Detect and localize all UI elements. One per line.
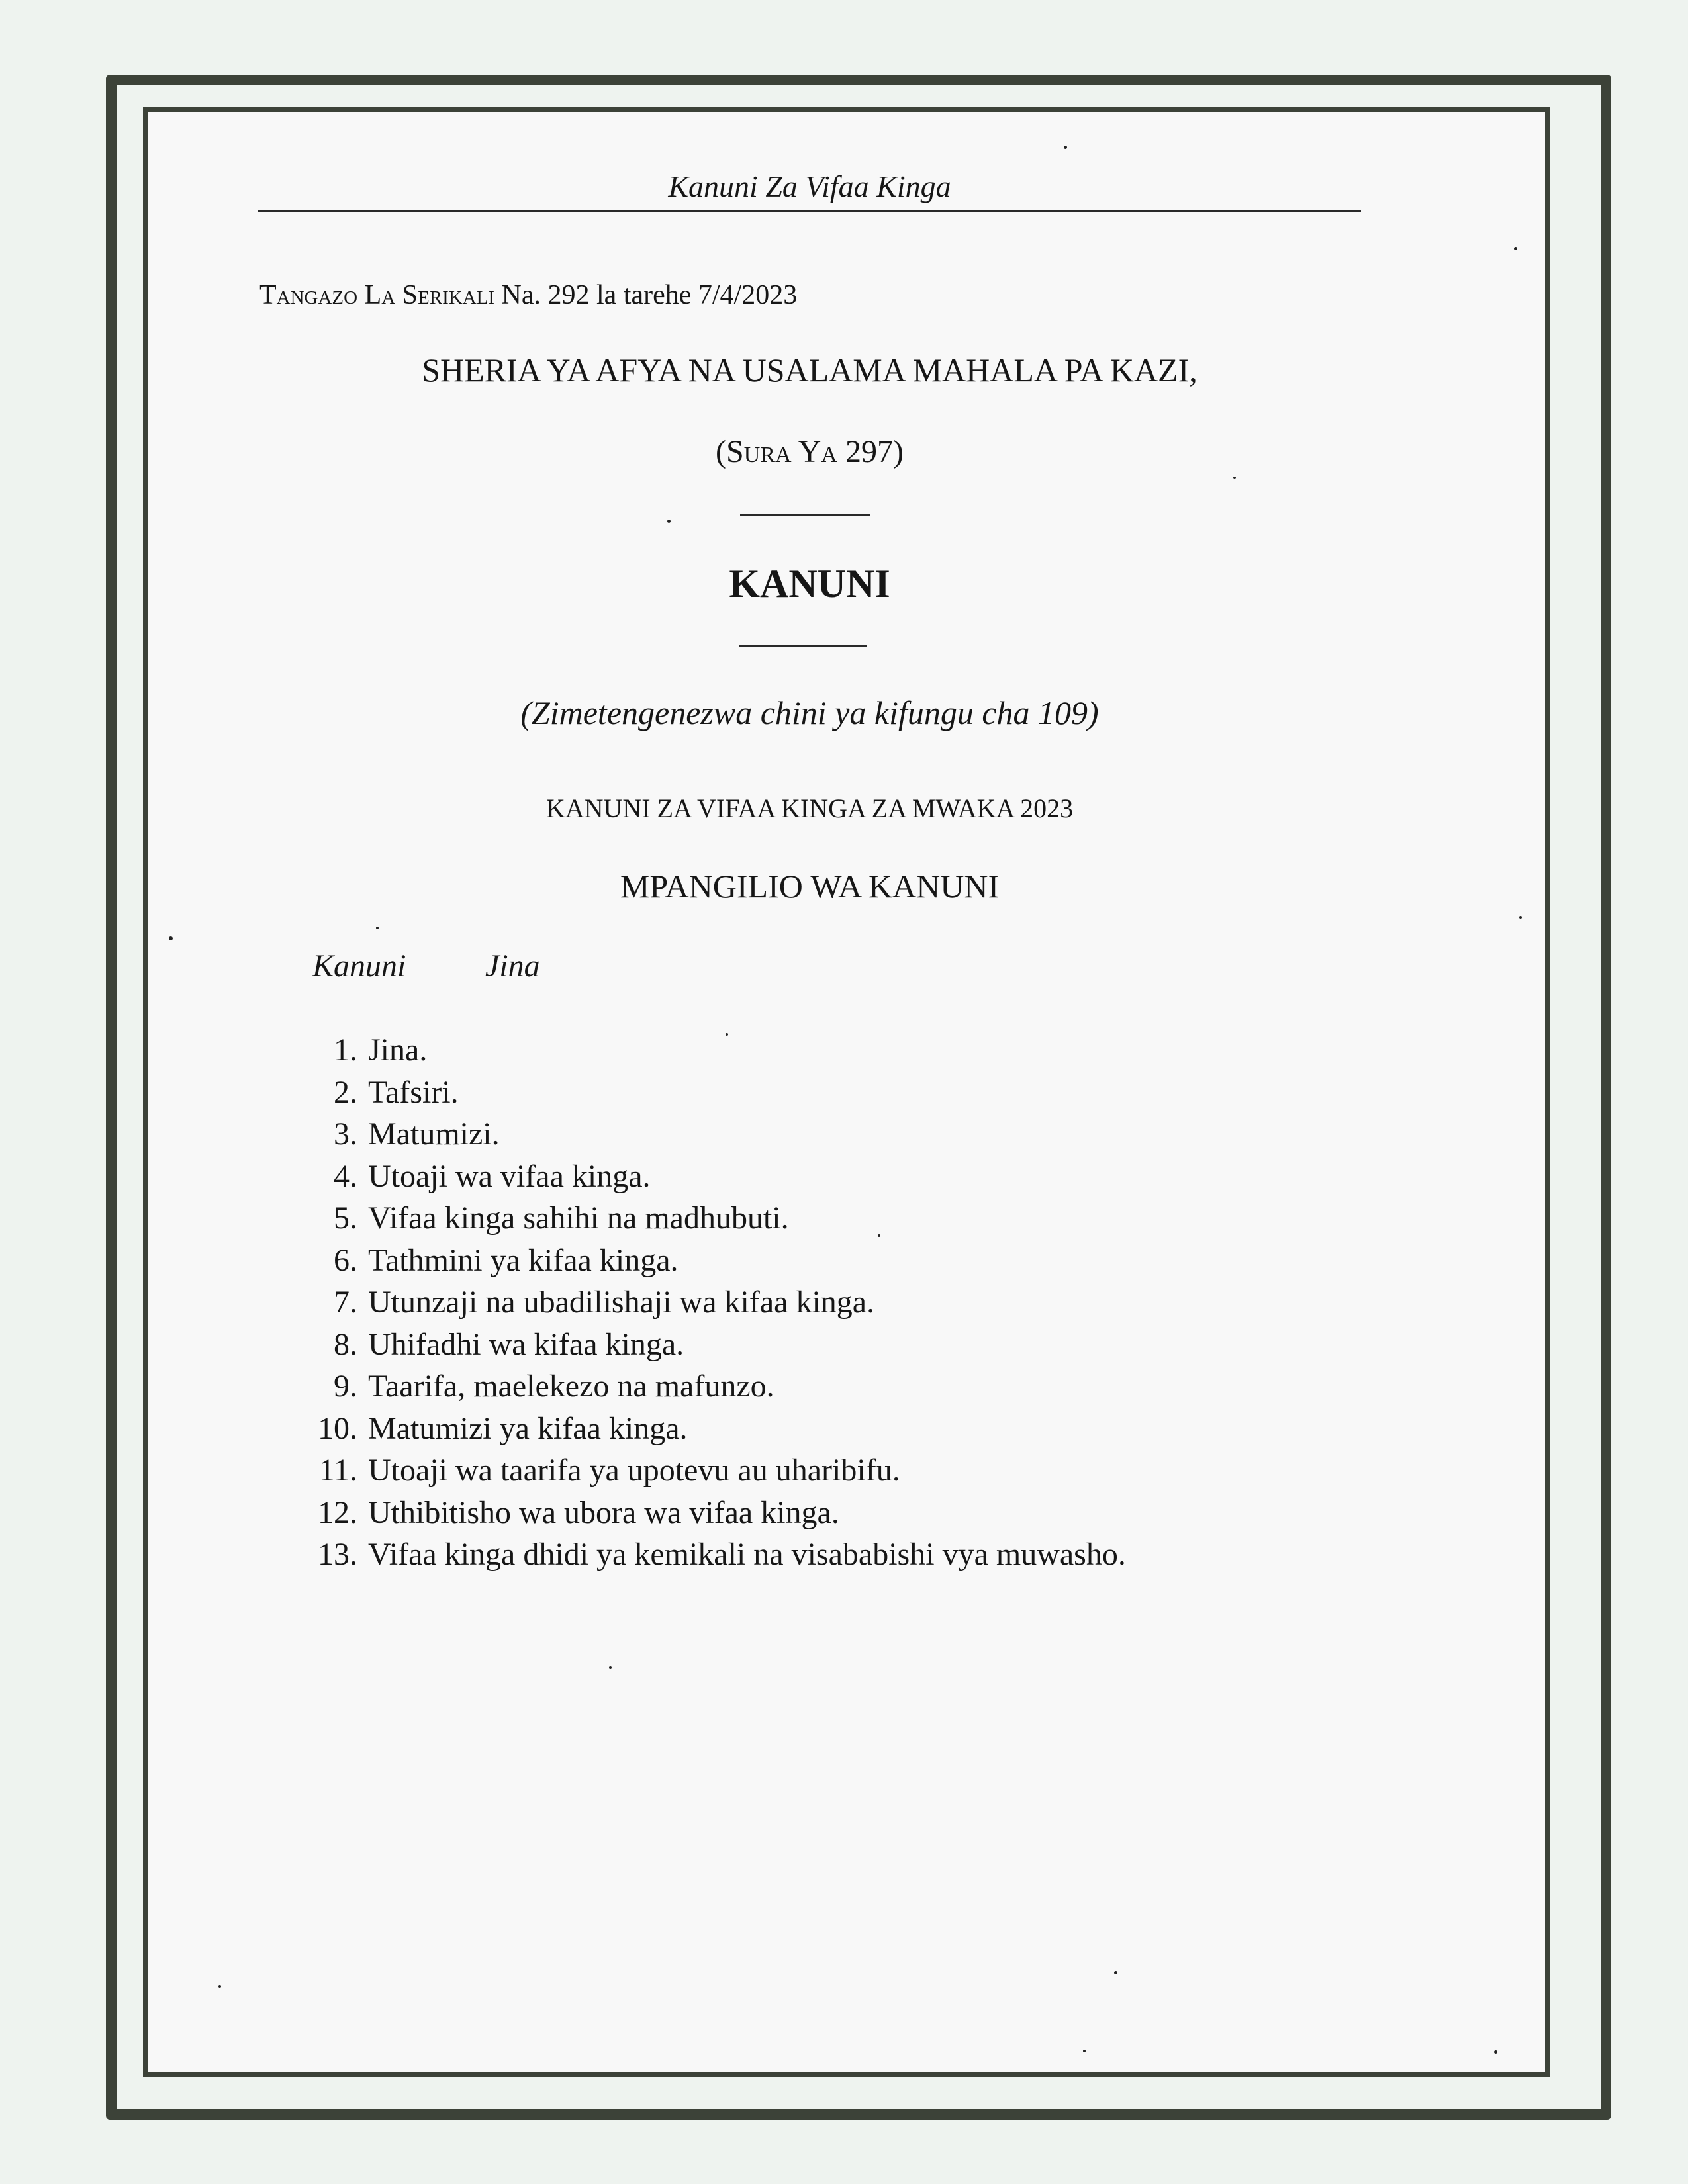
- item-title: Tafsiri.: [368, 1074, 459, 1110]
- scan-speck: [1514, 247, 1517, 250]
- scan-speck: [609, 1666, 612, 1669]
- list-item: [291, 1071, 1126, 1114]
- list-item: [291, 1240, 1126, 1282]
- item-number: 1.: [334, 1032, 357, 1068]
- running-header: Kanuni Za Vifaa Kinga: [668, 169, 951, 203]
- scan-speck: [218, 1985, 221, 1988]
- item-number: 7.: [334, 1285, 357, 1320]
- scan-speck: [1519, 916, 1522, 919]
- act-chapter: (Sura Ya 297): [716, 434, 904, 469]
- item-title: Taarifa, maelekezo na mafunzo.: [368, 1369, 774, 1404]
- item-title: Jina.: [368, 1032, 428, 1068]
- scan-speck: [1114, 1971, 1117, 1974]
- item-number: 11.: [318, 1453, 357, 1488]
- item-title: Utunzaji na ubadilishaji wa kifaa kinga.: [368, 1285, 875, 1320]
- list-item: [291, 1533, 1126, 1576]
- item-title: Matumizi.: [368, 1116, 500, 1152]
- list-item: [291, 1113, 1126, 1156]
- item-title: Vifaa kinga dhidi ya kemikali na visababishi vya muwasho.: [368, 1537, 1126, 1572]
- list-item: [291, 1281, 1126, 1324]
- item-number: 9.: [334, 1369, 357, 1404]
- item-number: 4.: [334, 1158, 357, 1194]
- scan-speck: [1064, 146, 1067, 149]
- act-title: SHERIA YA AFYA NA USALAMA MAHALA PA KAZI,: [422, 351, 1197, 388]
- scan-speck: [1083, 2050, 1086, 2052]
- government-notice: [259, 279, 797, 311]
- item-title: Matumizi ya kifaa kinga.: [368, 1410, 688, 1446]
- item-title: Utoaji wa taarifa ya upotevu au uharibifu.: [368, 1453, 900, 1488]
- regulations-list: [291, 1029, 1126, 1576]
- regulations-title: KANUNI ZA VIFAA KINGA ZA MWAKA 2023: [545, 794, 1074, 823]
- scan-speck: [169, 936, 173, 940]
- item-number: 3.: [334, 1116, 357, 1152]
- item-title: Tathmini ya kifaa kinga.: [368, 1242, 679, 1278]
- item-title: Uthibitisho wa ubora wa vifaa kinga.: [368, 1494, 839, 1530]
- scan-speck: [667, 520, 671, 523]
- item-number: 6.: [334, 1242, 357, 1278]
- list-item: [291, 1365, 1126, 1408]
- list-item: [291, 1156, 1126, 1198]
- notice-number-date: Na. 292 la tarehe 7/4/2023: [501, 280, 798, 310]
- item-title: Vifaa kinga sahihi na madhubuti.: [368, 1201, 789, 1236]
- list-item: [291, 1324, 1126, 1366]
- list-item: [291, 1449, 1126, 1492]
- scan-speck: [1233, 477, 1236, 479]
- column-header-regulation: Kanuni: [312, 948, 406, 983]
- list-item: [291, 1029, 1126, 1071]
- item-number: 8.: [334, 1326, 357, 1362]
- list-item: [291, 1408, 1126, 1450]
- column-header-name: Jina: [485, 948, 540, 983]
- item-number: 10.: [318, 1410, 357, 1446]
- item-number: 5.: [334, 1201, 357, 1236]
- item-number: 12.: [318, 1494, 357, 1530]
- header-rule: [258, 210, 1361, 212]
- item-number: 2.: [334, 1074, 357, 1110]
- short-rule-top: [740, 514, 870, 516]
- scan-speck: [1494, 2050, 1497, 2054]
- scan-speck: [878, 1234, 880, 1237]
- item-title: Utoaji wa vifaa kinga.: [368, 1158, 651, 1194]
- scan-speck: [726, 1033, 728, 1036]
- made-under-clause: (Zimetengenezwa chini ya kifungu cha 109): [520, 694, 1099, 731]
- short-rule-bottom: [739, 645, 867, 647]
- arrangement-title: MPANGILIO WA KANUNI: [620, 868, 1000, 905]
- document-heading: KANUNI: [729, 562, 890, 606]
- item-title: Uhifadhi wa kifaa kinga.: [368, 1326, 684, 1362]
- item-number: 13.: [318, 1537, 357, 1572]
- scan-speck: [376, 927, 379, 929]
- list-item: [291, 1492, 1126, 1534]
- list-item: [291, 1197, 1126, 1240]
- notice-prefix: Tangazo La Serikali: [259, 280, 495, 310]
